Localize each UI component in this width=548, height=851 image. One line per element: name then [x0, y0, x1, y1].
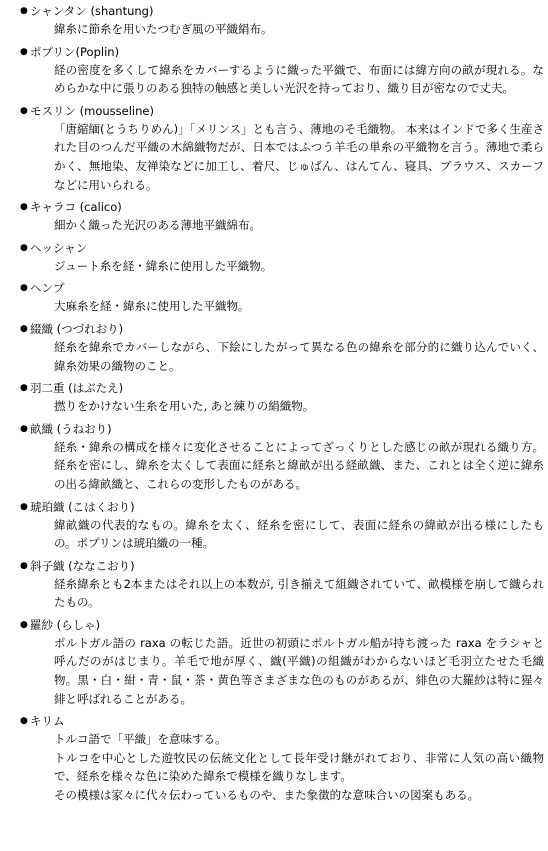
description-paragraph: 撚りをかけない生糸を用いた, あと練りの絹織物。 — [54, 399, 315, 414]
bullet-icon: ● — [20, 283, 28, 294]
description-paragraph: トルコ語で「平織」を意味する。 — [54, 732, 227, 747]
glossary-entry — [20, 239, 544, 276]
entry-term — [20, 616, 544, 634]
description-paragraph: ジュート糸を経・緯糸に使用した平織物。 — [54, 258, 273, 273]
entry-term — [20, 239, 544, 257]
entry-term — [20, 102, 544, 120]
entry-term-label: 畝織 (うねおり) — [30, 421, 112, 436]
description-paragraph: 「唐縮緬(とうちりめん)」「メリンス」とも言う、薄地のそ毛織物。 本来はインドで多く生産された目のつんだ平織の木綿織物だが、日本ではふつう羊毛の単糸の平織物を言う。薄地で柔らかく、無地染、友禅染などに加工し、着尺、じゅばん、はんてん、寝具、ブラウス、スカーフなどに用いられる。 — [54, 121, 544, 192]
glossary-entry — [20, 557, 544, 612]
bullet-icon: ● — [20, 46, 28, 57]
bullet-icon: ● — [20, 560, 28, 571]
description-paragraph: 経糸を緯糸でカバーしながら、下絵にしたがって異なる色の緯糸を部分的に織り込んでいく、緯糸効果の織物のこと。 — [54, 339, 544, 373]
entry-term — [20, 557, 544, 575]
glossary-entry — [20, 616, 544, 708]
entry-term-label: 羅紗 (らしゃ) — [30, 617, 101, 632]
glossary-entry — [20, 712, 544, 804]
description-paragraph: 経糸・緯糸の構成を様々に変化させることによってざっくりとした感じの畝が現れる織り方。経糸を密にし、緯糸を太くして表面に経糸と緯畝が出る経畝織、また、これとは全く逆に緯糸の出る緯畝織と、これらの変形したものがある。 — [54, 439, 544, 491]
entry-description — [30, 730, 544, 804]
entry-term — [20, 279, 544, 297]
entry-term-label: キリム — [30, 714, 65, 729]
entry-description — [30, 575, 544, 612]
bullet-icon: ● — [20, 501, 28, 512]
entry-term-label: キャラコ (calico) — [30, 200, 122, 215]
bullet-icon: ● — [20, 6, 28, 16]
glossary-entry — [20, 43, 544, 98]
entry-term-label: 琥珀織 (こはくおり) — [30, 499, 135, 514]
glossary-entry — [20, 2, 544, 39]
entry-term — [20, 712, 544, 730]
description-paragraph: 大麻糸を経・緯糸に使用した平織物。 — [54, 299, 250, 314]
entry-description — [30, 516, 544, 553]
bullet-icon: ● — [20, 423, 28, 434]
entry-term-label: モスリン (mousseline) — [30, 103, 154, 118]
description-paragraph: 緯糸に節糸を用いたつむぎ風の平織絹布。 — [54, 22, 273, 36]
bullet-icon: ● — [20, 716, 28, 727]
glossary-entry — [20, 379, 544, 416]
glossary-entry — [20, 279, 544, 316]
description-paragraph: その模様は家々に代々伝わっているものや、また象徴的な意味合いの図案もある。 — [54, 788, 480, 803]
entry-description — [30, 438, 544, 494]
entry-description — [30, 257, 544, 276]
glossary-entry — [20, 102, 544, 194]
entry-description — [30, 216, 544, 235]
description-paragraph: 経の密度を多くして緯糸をカバーするように織った平織で、布面には緯方向の畝が現れる。なめらかな中に張りのある独特の触感と美しい光沢を持っており、織り目が密なので丈夫。 — [54, 62, 544, 96]
entry-description — [30, 61, 544, 98]
entry-term-label: 綴織 (つづれおり) — [30, 321, 124, 336]
entry-term — [20, 420, 544, 438]
entry-term-label: 羽二重 (はぶたえ) — [30, 381, 124, 396]
description-paragraph: ポルトガル語の raxa の転じた語。近世の初頭にポルトガル船が持ち渡った raxa をラシャと呼んだのがはじまり。羊毛で地が厚く、織(平織)の組織がわからないほど毛羽立たせた毛織物。黒・白・紺・青・鼠・茶・黄色等さまざまな色のものがあるが、緋色の大羅紗は特に猩々緋と呼ばれることがある。 — [54, 635, 544, 706]
entry-description — [30, 20, 544, 39]
entry-term — [20, 43, 544, 61]
bullet-icon: ● — [20, 383, 28, 394]
bullet-icon: ● — [20, 242, 28, 253]
bullet-icon: ● — [20, 619, 28, 630]
glossary-entry — [20, 420, 544, 494]
description-paragraph: 経糸緯糸とも2本またはそれ以上の本数が, 引き揃えて組織されていて、畝模様を崩して織られたもの。 — [54, 576, 544, 610]
entry-term — [20, 498, 544, 516]
entry-term-label: ヘンプ — [30, 281, 65, 296]
entry-description — [30, 120, 544, 194]
entry-term — [20, 2, 544, 20]
entry-term — [20, 379, 544, 397]
entry-term — [20, 320, 544, 338]
entry-description — [30, 397, 544, 416]
entry-description — [30, 634, 544, 708]
entry-term-label: シャンタン (shantung) — [30, 4, 154, 18]
description-paragraph: 緯畝織の代表的なもの。緯糸を太く、経糸を密にして、表面に経糸の緯畝が出る様にしたもの。ポプリンは琥珀織の一種。 — [54, 517, 544, 551]
entry-term-label: ポプリン(Poplin) — [30, 44, 120, 59]
glossary-entry — [20, 498, 544, 553]
bullet-icon: ● — [20, 105, 28, 116]
description-paragraph: トルコを中心とした遊牧民の伝統文化として長年受け継がれており、非常に人気の高い織物で、経糸を様々な色に染めた緯糸で模様を織りなします。 — [54, 750, 544, 784]
entry-term-label: ヘッシャン — [30, 240, 88, 255]
bullet-icon: ● — [20, 323, 28, 334]
entry-description — [30, 338, 544, 375]
bullet-icon: ● — [20, 202, 28, 213]
entry-term-label: 斜子織 (ななこおり) — [30, 558, 135, 573]
glossary-entry — [20, 198, 544, 235]
entry-term — [20, 198, 544, 216]
entry-description — [30, 297, 544, 316]
glossary-entry — [20, 320, 544, 375]
description-paragraph: 細かく織った光沢のある薄地平織綿布。 — [54, 218, 261, 233]
